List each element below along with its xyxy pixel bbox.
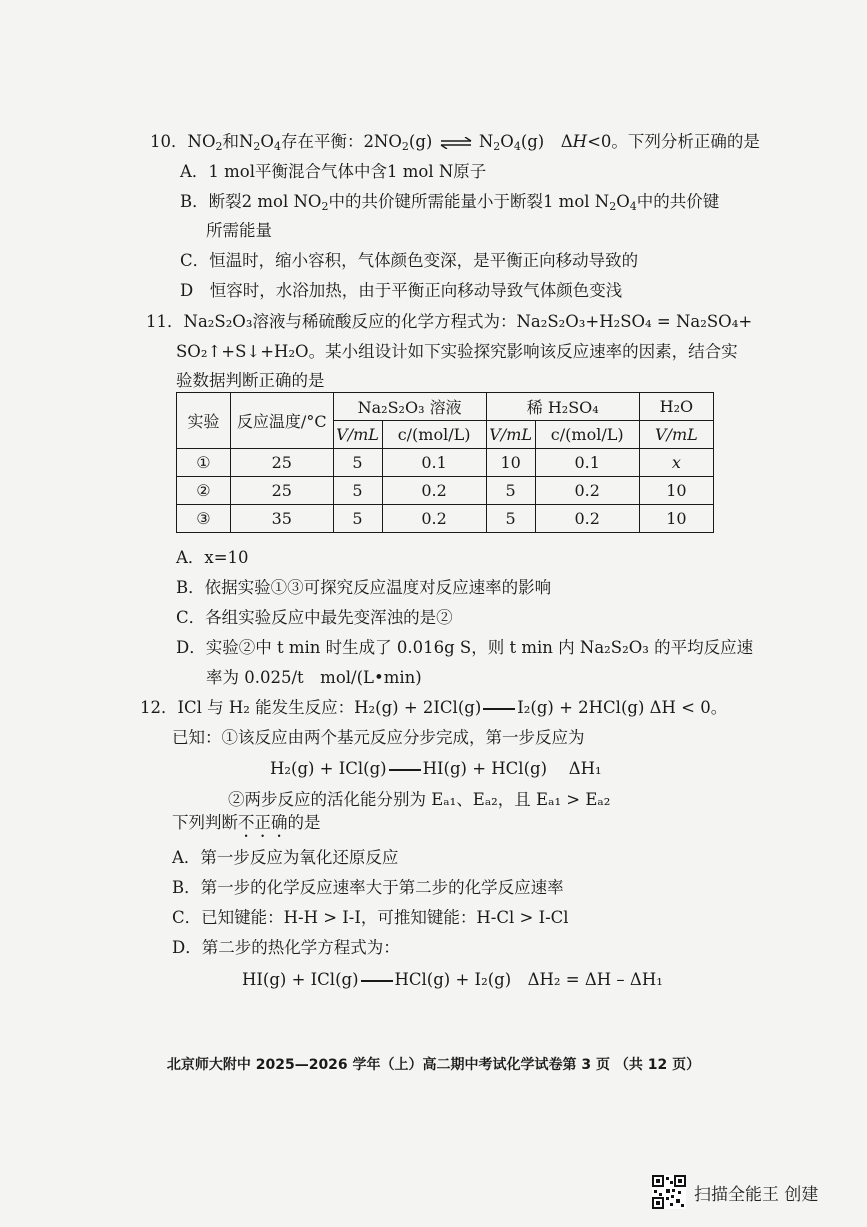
cell-v1: 5 [333, 505, 382, 533]
q11-stem-line1: 11．Na₂S₂O₃溶液与稀硫酸反应的化学方程式为：Na₂S₂O₃+H₂SO₄ = Na₂SO₄+ [146, 312, 753, 331]
subheader-volume: V/mL [639, 421, 713, 449]
scanner-watermark [652, 1175, 818, 1209]
cell-v1: 5 [333, 477, 382, 505]
q12-stem: 12．ICl 与 H₂ 能发生反应：H₂(g) + 2ICl(g) I₂(g) + 2HCl(g) ΔH < 0。 [140, 698, 728, 717]
q11-stem-line3: 验数据判断正确的是 [176, 371, 325, 390]
cell-c2: 0.2 [535, 505, 639, 533]
table-row [177, 505, 714, 533]
cell-id: ① [177, 449, 231, 477]
equilibrium-arrow-icon [438, 137, 474, 149]
q11-stem-line2: SO₂↑+S↓+H₂O。某小组设计如下实验探究影响该反应速率的因素，结合实 [176, 342, 738, 361]
cell-v2: 10 [486, 449, 535, 477]
q10-stem: 10．$NO_2$和$N_2O_4$存在平衡：$2NO_2(g)$ $N_2O_4(g)$ ΔH<0。下列分析正确的是 [150, 132, 760, 153]
q10-option-a: A．1 mol平衡混合气体中含1 mol N原子 [180, 162, 487, 181]
q10-option-c: C．恒温时，缩小容积，气体颜色变深，是平衡正向移动导致的 [180, 251, 639, 270]
table-row [177, 477, 714, 505]
q11-option-d-line2: 率为 0.025/t mol/(L•min) [206, 668, 422, 687]
cell-v2: 5 [486, 477, 535, 505]
subheader-concentration: c/(mol/L) [382, 421, 486, 449]
cell-v3: x [639, 449, 713, 477]
subheader-volume: V/mL [333, 421, 382, 449]
subheader-volume: V/mL [486, 421, 535, 449]
cell-c2: 0.2 [535, 477, 639, 505]
q10-option-b-line2: 所需能量 [206, 221, 272, 240]
q12-option-a: A．第一步反应为氧化还原反应 [172, 848, 399, 867]
cell-v2: 5 [486, 505, 535, 533]
q12-option-b: B．第一步的化学反应速率大于第二步的化学反应速率 [172, 878, 564, 897]
page-footer: 北京师大附中 2025—2026 学年（上）高二期中考试化学试卷第 3 页 （共 12 页） [166, 1057, 701, 1073]
table-row [177, 449, 714, 477]
q10-option-d: D 恒容时，水浴加热，由于平衡正向移动导致气体颜色变浅 [180, 281, 623, 300]
cell-c1: 0.2 [382, 505, 486, 533]
q12-option-d: D．第二步的热化学方程式为： [172, 938, 400, 957]
header-temperature: 反应温度/°C [230, 393, 333, 449]
header-na2s2o3: Na₂S₂O₃ 溶液 [333, 393, 486, 421]
q12-question: 下列判断不正确的是 [172, 813, 321, 832]
cell-temp: 25 [230, 449, 333, 477]
q12-known-1: 已知：①该反应由两个基元反应分步完成，第一步反应为 [172, 728, 585, 747]
experiment-table [176, 392, 714, 533]
q11-option-b: B．依据实验①③可探究反应温度对反应速率的影响 [176, 578, 552, 597]
q11-option-c: C．各组实验反应中最先变浑浊的是② [176, 608, 453, 627]
q12-step1-equation: H₂(g) + ICl(g) HI(g) + HCl(g) ΔH₁ [270, 759, 602, 778]
reaction-equals-icon [389, 769, 421, 771]
cell-id: ② [177, 477, 231, 505]
q11-option-d-line1: D．实验②中 t min 时生成了 0.016g S，则 t min 内 Na₂S₂O₃ 的平均反应速 [176, 638, 754, 657]
header-h2so4: 稀 H₂SO₄ [486, 393, 639, 421]
q12-step2-equation: HI(g) + ICl(g) HCl(g) + I₂(g) ΔH₂ = ΔH – ΔH₁ [242, 970, 663, 989]
table-header-row [177, 393, 714, 421]
qr-code-icon [652, 1175, 686, 1209]
cell-v3: 10 [639, 505, 713, 533]
cell-v3: 10 [639, 477, 713, 505]
header-h2o: H₂O [639, 393, 713, 421]
reaction-equals-icon [483, 708, 515, 710]
scanner-text: 扫描全能王 创建 [694, 1184, 819, 1205]
cell-temp: 35 [230, 505, 333, 533]
cell-v1: 5 [333, 449, 382, 477]
cell-c1: 0.1 [382, 449, 486, 477]
header-experiment: 实验 [177, 393, 231, 449]
q10-option-b-line1: B．断裂2 mol $NO_2$中的共价键所需能量小于断裂1 mol $N_2O_4$中的共价键 [180, 192, 720, 213]
cell-c1: 0.2 [382, 477, 486, 505]
q11-option-a: A．x=10 [176, 548, 249, 567]
cell-temp: 25 [230, 477, 333, 505]
cell-c2: 0.1 [535, 449, 639, 477]
cell-id: ③ [177, 505, 231, 533]
reaction-equals-icon [361, 980, 393, 982]
q12-known-2: ②两步反应的活化能分别为 Eₐ₁、Eₐ₂，且 Eₐ₁ > Eₐ₂ [228, 790, 611, 809]
subheader-concentration: c/(mol/L) [535, 421, 639, 449]
q12-option-c: C．已知键能：H-H > I-I，可推知键能：H-Cl > I-Cl [172, 908, 569, 927]
